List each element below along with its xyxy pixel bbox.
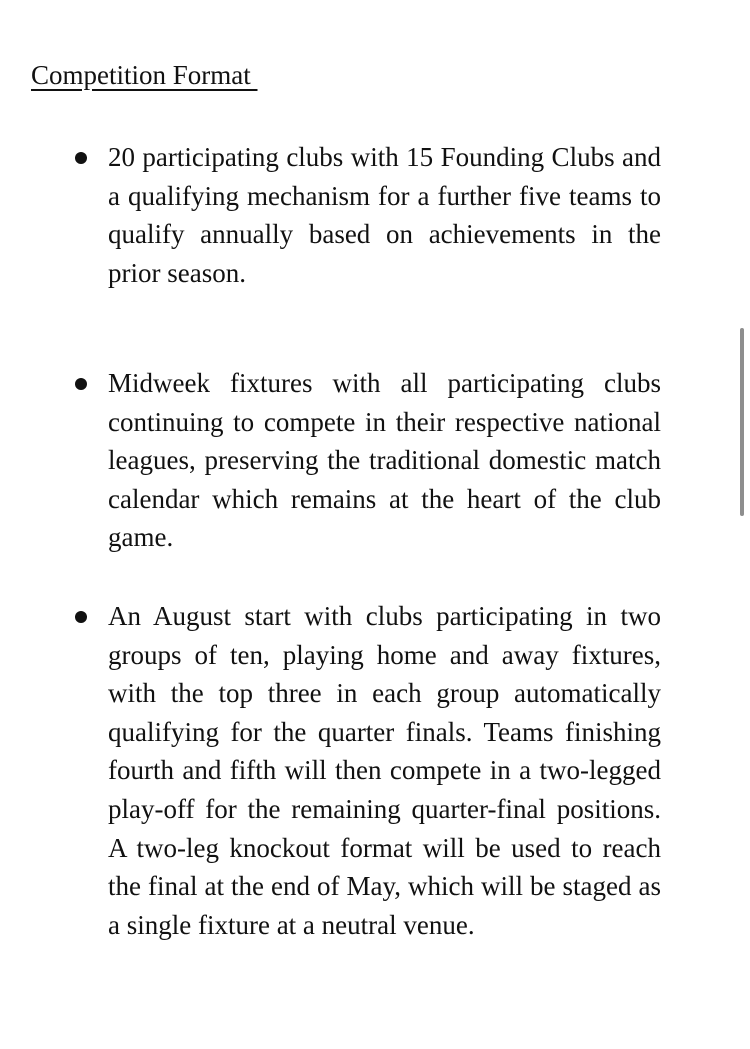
- bullet-dot-icon: [75, 611, 87, 623]
- vertical-scrollbar[interactable]: [740, 328, 744, 516]
- bullet-dot-icon: [75, 378, 87, 390]
- bullet-text: An August start with clubs participating in two groups of ten, playing home and away fixtures, with the top three in each group automatically qualifying for the quarter finals. Teams finishing fourth and fifth will then compete in a two-legged play-off for the remaining quarter-final positions. A two-leg knockout format will be used to reach the final at the end of May, which will be staged as a single fixture at a neutral venue.: [108, 601, 661, 940]
- section-heading: Competition Format: [31, 60, 258, 90]
- bullet-text: 20 participating clubs with 15 Founding Clubs and a qualifying mechanism for a further five teams to qualify annually based on achievements in the prior season.: [108, 142, 661, 288]
- bullet-text: Midweek fixtures with all participating clubs continuing to compete in their respective national leagues, preserving the traditional domestic match calendar which remains at the heart of the club game.: [108, 368, 661, 553]
- bullet-dot-icon: [75, 152, 87, 164]
